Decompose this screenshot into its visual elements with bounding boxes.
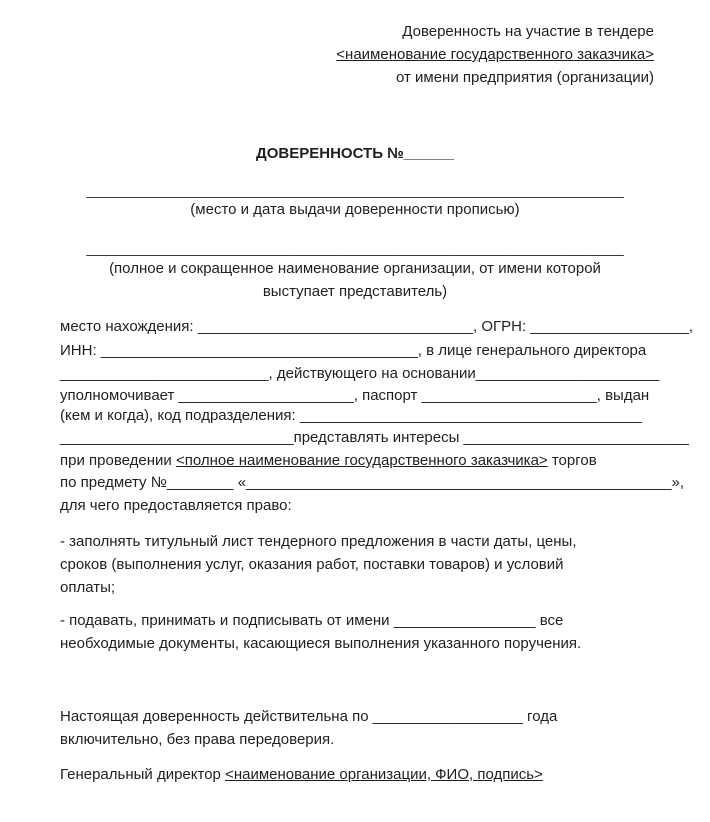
body-line-5: (кем и когда), код подразделения: _________________________________________ (60, 407, 642, 424)
body-line-7 (60, 452, 597, 470)
header-line-3: от имени предприятия (организации) (395, 69, 654, 86)
place-date-caption: (место и дата выдачи доверенности прописью) (190, 201, 520, 218)
org-caption-1: (полное и сокращенное наименование организации, от имени которой (109, 260, 601, 277)
customer-name-placeholder: <полное наименование государственного заказчика> (175, 452, 548, 469)
item-1-line-3: оплаты; (60, 579, 116, 596)
validity-line-1: Настоящая доверенность действительна по __________________ года (60, 708, 558, 725)
body-line-4: уполномочивает _____________________, паспорт _____________________, выдан (60, 387, 650, 404)
header-line-2: <наименование государственного заказчика> (336, 46, 654, 63)
body-line-7-start: при проведении (60, 452, 176, 469)
document-title: ДОВЕРЕННОСТЬ №______ (256, 145, 454, 162)
body-line-9: для чего предоставляется право: (60, 497, 292, 514)
item-2-line-1: - подавать, принимать и подписывать от имени _________________ все (60, 612, 564, 629)
body-line-6: ____________________________представлять интересы ___________________________ (60, 429, 689, 446)
body-line-3: _________________________, действующего на основании______________________ (60, 365, 660, 382)
org-caption-2: выступает представитель) (262, 283, 448, 300)
org-blank: _____________________________________________________________________ (86, 240, 624, 256)
body-line-8: по предмету №________ «___________________________________________________», (60, 474, 685, 491)
item-1-line-1: - заполнять титульный лист тендерного предложения в части даты, цены, (60, 533, 577, 550)
item-1-line-2: сроков (выполнения услуг, оказания работ, поставки товаров) и условий (60, 556, 564, 573)
signature-label: Генеральный директор (60, 766, 226, 783)
body-line-7-end: торгов (547, 452, 597, 469)
header-line-1: Доверенность на участие в тендере (402, 23, 654, 40)
body-line-2: ИНН: ______________________________________, в лице генерального директора (60, 342, 647, 359)
validity-line-2: включительно, без права передоверия. (60, 731, 335, 748)
signature-line (60, 766, 543, 784)
body-line-1: место нахождения: _________________________________, ОГРН: ___________________, (60, 318, 694, 335)
place-date-blank: _____________________________________________________________________ (86, 182, 624, 198)
item-2-line-2: необходимые документы, касающиеся выполнения указанного поручения. (60, 635, 582, 652)
signature-placeholder: <наименование организации, ФИО, подпись> (225, 766, 543, 783)
